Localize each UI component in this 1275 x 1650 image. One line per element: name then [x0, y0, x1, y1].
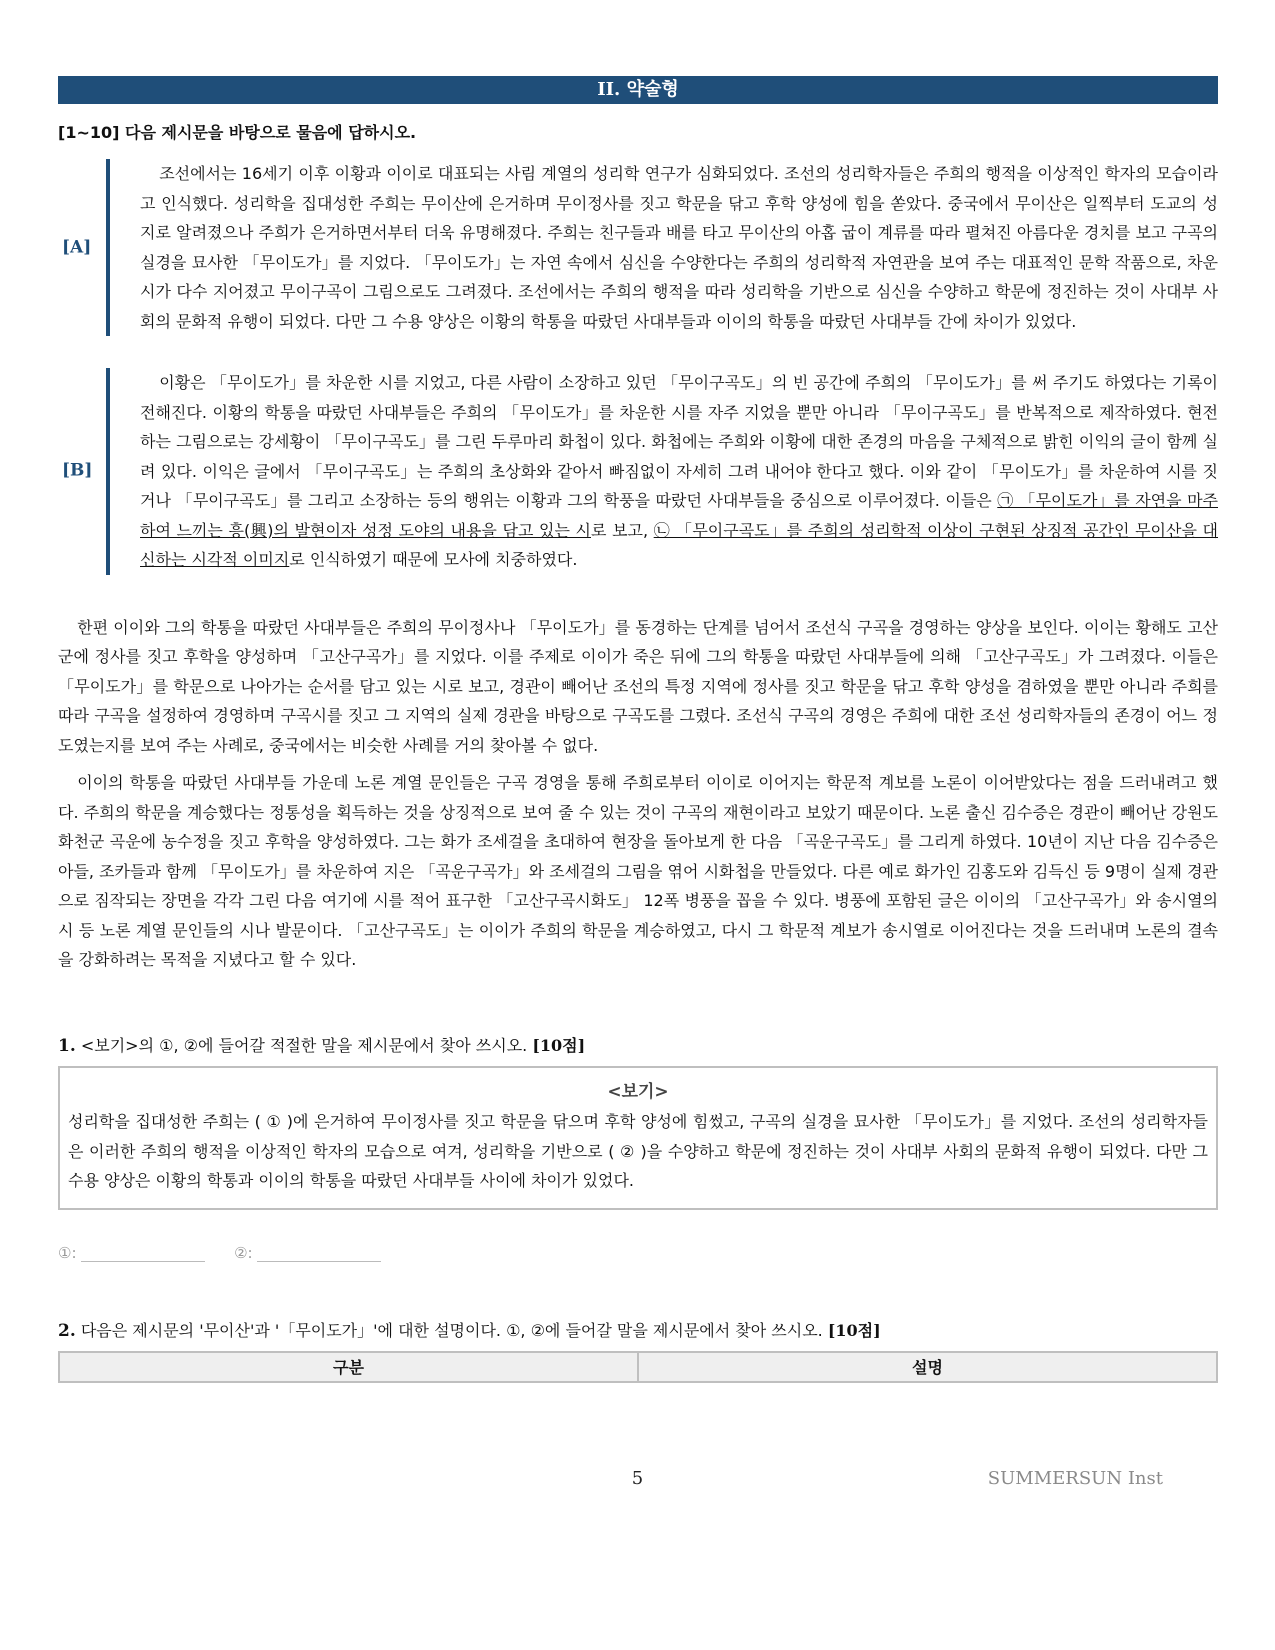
- question-1-text: <보기>의 ①, ②에 들어갈 적절한 말을 제시문에서 찾아 쓰시오.: [80, 1035, 528, 1055]
- answer-2-blank[interactable]: [257, 1245, 381, 1262]
- question-2-text: 다음은 제시문의 '무이산'과 '「무이도가」'에 대한 설명이다. ①, ②에 들어갈 말을 제시문에서 찾아 쓰시오.: [80, 1320, 823, 1340]
- bogi-box: [58, 1066, 1218, 1210]
- answer-area: [58, 1244, 1218, 1262]
- question-2-number: 2.: [58, 1320, 76, 1341]
- answer-2-label: ②:: [234, 1243, 253, 1262]
- section-title: II. 약술형: [58, 76, 1218, 104]
- page-content: [58, 76, 1218, 1383]
- answer-1-blank[interactable]: [81, 1245, 205, 1262]
- question-2-table: [58, 1351, 1218, 1383]
- table-header-description: 설명: [638, 1352, 1217, 1382]
- answer-1-label: ①:: [58, 1243, 77, 1262]
- footer-brand: SUMMERSUN Inst: [987, 1468, 1163, 1489]
- question-instruction: [1~10] 다음 제시문을 바탕으로 물음에 답하시오.: [58, 123, 417, 142]
- question-1: [58, 1033, 1218, 1056]
- body-text: [58, 613, 1218, 975]
- bogi-title: <보기>: [607, 1081, 669, 1102]
- bogi-text: 성리학을 집대성한 주희는 ( ① )에 은거하여 무이정사를 짓고 학문을 닦으며 후학 양성에 힘썼고, 구곡의 실경을 묘사한 「무이도가」를 지었다. 조선의 성리학자들은 이러한 주희의 행적을 이상적인 학자의 모습으로 여겨, 성리학을 기반으로 ( ② )을 수양하고 학문에 정진하는 것이 사대부 사회의 문화적 유행이 되었다. 다만 그 수용 양상은 이황의 학통과 이이의 학통을 따랐던 사대부들 사이에 차이가 있었다.: [68, 1112, 1208, 1190]
- passage-b-text-after: 로 인식하였기 때문에 모사에 치중하였다.: [289, 550, 578, 569]
- underlined-phrase-1: ㉠ 「무이도가」를 자연을 마주하여 느끼는 흥(興)의 발현이자 성정 도야의 내용을 담고 있는 시: [140, 491, 1218, 540]
- question-2: [58, 1318, 1218, 1341]
- question-2-points: [10점]: [827, 1320, 881, 1340]
- passage-a-tag: [A]: [62, 236, 92, 257]
- passage-b-tag: [B]: [62, 460, 93, 481]
- body-paragraph-1: 한편 이이와 그의 학통을 따랐던 사대부들은 주희의 무이정사나 「무이도가」를 동경하는 단계를 넘어서 조선식 구곡을 경영하는 양상을 보인다. 이이는 황해도 고산군에 정사를 짓고 후학을 양성하며 「고산구곡가」를 지었다. 이를 주제로 이이가 죽은 뒤에 그의 학통을 따랐던 사대부들에 의해 「고산구곡도」가 그려졌다. 이들은 「무이도가」를 학문으로 나아가는 순서를 담고 있는 시로 보고, 경관이 빼어난 조선의 특정 지역에 정사를 짓고 학문을 닦고 후학 양성을 겸하였을 뿐만 아니라 주희를 따라 구곡을 설정하여 경영하며 구곡시를 짓고 그 지역의 실제 경관을 바탕으로 구곡도를 그렸다. 조선식 구곡의 경영은 주희에 대한 조선 성리학자들의 존경이 어느 정도였는지를 보여 주는 사례로, 중국에서는 비슷한 사례를 거의 찾아볼 수 없다.: [58, 617, 1218, 755]
- passage-b-text-mid: 로 보고,: [591, 520, 654, 540]
- passage-a-text: 조선에서는 16세기 이후 이황과 이이로 대표되는 사림 계열의 성리학 연구가 심화되었다. 조선의 성리학자들은 주희의 행적을 이상적인 학자의 모습이라고 인식했다. 성리학을 집대성한 주희는 무이산에 은거하며 무이정사를 짓고 학문을 닦고 후학 양성에 힘을 쏟았다. 중국에서 무이산은 일찍부터 도교의 성지로 알려졌으나 주희가 은거하면서부터 더욱 유명해졌다. 주희는 친구들과 배를 타고 무이산의 아홉 굽이 계류를 따라 펼쳐진 아름다운 경치를 보고 구곡의 실경을 묘사한 「무이도가」를 지었다. 「무이도가」는 자연 속에서 심신을 수양한다는 주희의 성리학적 자연관을 보여 주는 대표적인 문학 작품으로, 차운시가 다수 지어졌고 무이구곡이 그림으로도 그려졌다. 조선에서는 주희의 행적을 따라 성리학을 기반으로 심신을 수양하고 학문에 정진하는 것이 사대부 사회의 문화적 유행이 되었다. 다만 그 수용 양상은 이황의 학통을 따랐던 사대부들과 이이의 학통을 따랐던 사대부들 간에 차이가 있었다.: [140, 164, 1218, 331]
- question-1-points: [10점]: [532, 1035, 586, 1055]
- body-paragraph-2: 이이의 학통을 따랐던 사대부들 가운데 노론 계열 문인들은 구곡 경영을 통해 주희로부터 이이로 이어지는 학문적 계보를 노론이 이어받았다는 점을 드러내려고 했다. 주희의 학문을 계승했다는 정통성을 획득하는 것을 상징적으로 보여 줄 수 있는 것이 구곡의 재현이라고 보았기 때문이다. 노론 출신 김수증은 경관이 빼어난 강원도 화천군 곡운에 농수정을 짓고 후학을 양성하였다. 그는 화가 조세걸을 초대하여 현장을 돌아보게 한 다음 「곡운구곡도」를 그리게 하였다. 10년이 지난 다음 김수증은 아들, 조카들과 함께 「무이도가」를 차운하여 지은 「곡운구곡가」와 조세걸의 그림을 엮어 시화첩을 만들었다. 다른 예로 화가인 김홍도와 김득신 등 9명이 실제 경관으로 짐작되는 장면을 각각 그린 다음 여기에 시를 적어 표구한 「고산구곡시화도」 12폭 병풍을 꼽을 수 있다. 병풍에 포함된 글은 이이의 「고산구곡가」와 송시열의 시 등 노론 계열 문인들의 시나 발문이다. 「고산구곡도」는 이이가 주희의 학문을 계승하였고, 다시 그 학문적 계보가 송시열로 이어진다는 것을 드러내며 노론의 결속을 강화하려는 목적을 지녔다고 할 수 있다.: [58, 773, 1218, 969]
- underlined-phrase-2: ㉡ 「무이구곡도」를 주희의 성리학적 이상이 구현된 상징적 공간인 무이산을 대신하는 시각적 이미지: [140, 520, 1218, 569]
- passage-a: [62, 159, 1218, 336]
- page-number: 5: [631, 1468, 644, 1489]
- question-1-number: 1.: [58, 1035, 76, 1056]
- passage-b-text-before: 이황은 「무이도가」를 차운한 시를 지었고, 다른 사람이 소장하고 있던 「무이구곡도」의 빈 공간에 주희의 「무이도가」를 써 주기도 하였다는 기록이 전해진다. 이황의 학통을 따랐던 사대부들은 주희의 「무이도가」를 차운한 시를 자주 지었을 뿐만 아니라 「무이구곡도」를 반복적으로 제작하였다. 현전하는 그림으로는 강세황이 「무이구곡도」를 그린 두루마리 화첩이 있다. 화첩에는 주희와 이황에 대한 존경의 마음을 구체적으로 밝힌 이익의 글이 함께 실려 있다. 이익은 글에서 「무이구곡도」는 주희의 초상화와 같아서 빠짐없이 자세히 그려 내어야 한다고 했다. 이와 같이 「무이도가」를 차운하여 시를 짓거나 「무이구곡도」를 그리고 소장하는 등의 행위는 이황과 그의 학풍을 따랐던 사대부들을 중심으로 이루어졌다. 이들은: [140, 373, 1218, 510]
- table-header-category: 구분: [59, 1352, 638, 1382]
- passage-b: [62, 368, 1218, 575]
- passage-b-text: [140, 368, 1218, 575]
